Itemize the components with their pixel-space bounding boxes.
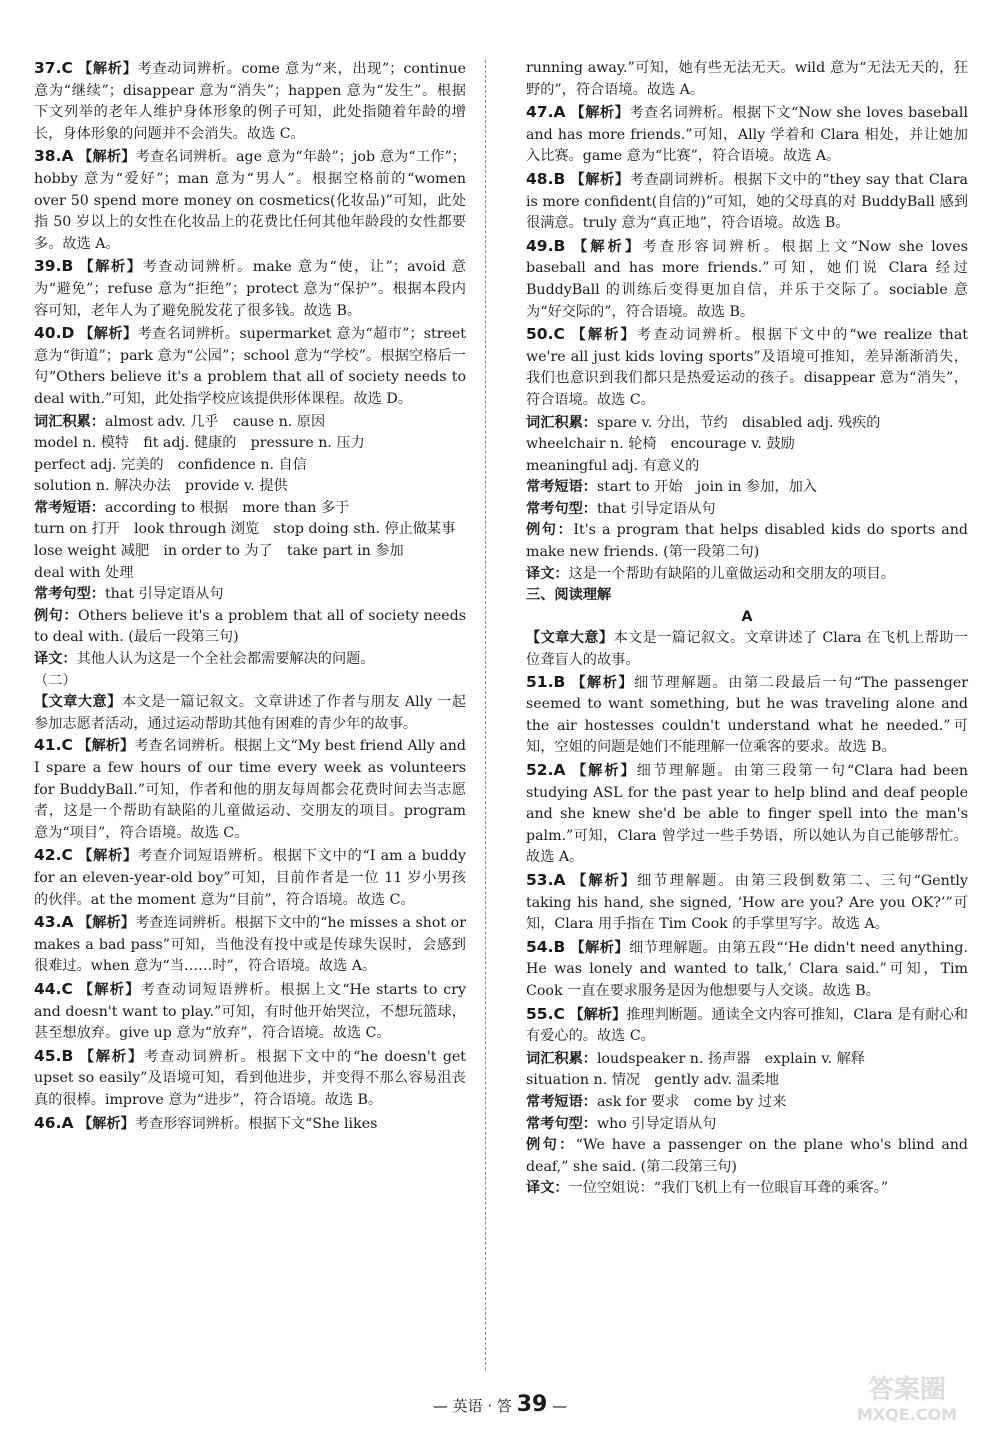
answer-54: 54.B 【解析】细节理解题。由第五段“‘He didn't need anything. He was lonely and wanted to talk,’ Clara said.”可知，Tim Cook 一直在要求服务是因为他想要与人交谈。故选 B。	[526, 937, 968, 999]
vocab-line: situation n. 情况 gently adv. 温柔地	[526, 1072, 780, 1089]
translation: 译文：其他人认为这是一个全社会都需要解决的问题。	[34, 651, 375, 668]
answer-40: 40.D 【解析】考查名词辨析。supermarket 意为“超市”；street 意为“街道”；park 意为“公园”；school 意为“学校”。根据空格后一句“Others believe it's a problem that all of society needs to deal with.”可知，此处指学校应该提供形体课程。故选 D。	[34, 324, 466, 407]
answer-55: 55.C 【解析】推理判断题。通读全文内容可推知，Clara 是有耐心和有爱心的。故选 C。	[526, 1004, 968, 1045]
answer-43: 43.A 【解析】考查连词辨析。根据下文中的“he misses a shot or makes a bad pass”可知，当他没有投中或是传球失误时，会感到很难过。when 意为“当……时”，符合语境。故选 A。	[34, 913, 466, 975]
answer-42: 42.C 【解析】考查介词短语辨析。根据下文中的“I am a buddy for an eleven-year-old boy”可知，目前作者是一位 11 岁小男孩的伙伴。at the moment 意为“目前”，符合语境。故选 C。	[34, 846, 466, 908]
article-summary: 【文章大意】本文是一篇记叙文。文章讲述了作者与朋友 Ally 一起参加志愿者活动，通过运动帮助其他有困难的青少年的故事。	[34, 694, 466, 732]
watermark-logo	[832, 1368, 982, 1426]
answer-39: 39.B 【解析】考查动词辨析。make 意为“使，让”；avoid 意为“避免”；refuse 意为“拒绝”；protect 意为“保护”。根据本段内容可知，老年人为了避免脱发花了很多钱。故选 B。	[34, 257, 466, 319]
phrase-line: lose weight 减肥 in order to 为了 take part in 参加	[34, 543, 404, 560]
vocab-line: solution n. 解决办法 provide v. 提供	[34, 478, 288, 495]
translation: 译文：这是一个帮助有缺陷的儿童做运动和交朋友的项目。	[526, 565, 895, 582]
answer-41: 41.C 【解析】考查名词辨析。根据上文“My best friend Ally and I spare a few hours of our time every week as volunteers for BuddyBall.”可知，作者和他的朋友每周都会花费时间去当志愿者，这是一个帮助有缺陷的儿童做运动、交朋友的项目。program 意为“项目”，符合语境。故选 C。	[34, 736, 466, 841]
watermark-en: MXQE.COM	[856, 1405, 958, 1424]
answer-47: 47.A 【解析】考查名词辨析。根据下文“Now she loves baseball and has more friends.”可知，Ally 学着和 Clara 相处，并让她加入比赛。game 意为“比赛”，符合语境。故选 A。	[526, 103, 968, 165]
footer-dash: —	[552, 1397, 568, 1415]
answer-53: 53.A 【解析】细节理解题。由第三段倒数第二、三句“Gently taking his hand, she signed, ‘How are you? Are you OK?’”可知，Clara 用手指在 Tim Cook 的手掌里写字。故选 A。	[526, 870, 968, 933]
section-heading: 三、阅读理解	[526, 587, 612, 604]
phrase-block: 常考短语：according to 根据 more than 多于	[34, 499, 350, 516]
footer-subject: — 英语 · 答	[432, 1397, 512, 1415]
answer-37: 37.C 【解析】考查动词辨析。come 意为“来，出现”；continue 意为“继续”；disappear 意为“消失”；happen 意为“发生”。根据下文列举的老年人维护身体形象的例子可知，此处指随着年龄的增长，身体形象的问题并不会消失。故选 C。	[34, 59, 467, 142]
answer-46-continued: running away.”可知，她有些无法无天。wild 意为“无法无天的，狂野的”，符合语境。故选 A。	[526, 60, 968, 98]
answer-38: 38.A 【解析】考查名词辨析。age 意为“年龄”；job 意为“工作”；hobby 意为“爱好”；man 意为“男人”。根据空格前的“women over 50 spend more money on cosmetics(化妆品)”可知，此处指 50 岁以上的女性在化妆品上的花费比任何其他年龄段的女性都要多。故选 A。	[34, 147, 466, 252]
answer-49: 49.B 【解析】考查形容词辨析。根据上文“Now she loves baseball and has more friends.”可知，她们说 Clara 经过 BuddyBall 的训练后变得更加自信，并乐于交际了。sociable 意为“好交际的”，符合语境。故选 B。	[526, 236, 968, 320]
article-summary: 【文章大意】本文是一篇记叙文。文章讲述了 Clara 在飞机上帮助一位聋盲人的故事。	[526, 630, 968, 669]
example-sentence: 例句：It's a program that helps disabled kids do sports and make new friends. (第一段第二句)	[526, 522, 968, 561]
watermark-cn: 答案圈	[867, 1375, 947, 1405]
answer-46: 46.A 【解析】考查形容词辨析。根据下文“She likes	[34, 1113, 378, 1132]
answer-52: 52.A 【解析】细节理解题。由第三段第一句“Clara had been studying ASL for the past year to help blind and deaf people and she knew she'd be able to finger spell into the man's palm.”可知，Clara 曾学过一些手势语，所以她认为自己能够帮忙。故选 A。	[526, 761, 968, 866]
pattern-block: 常考句型：who 引导定语从句	[526, 1115, 717, 1132]
vocab-block: 词汇积累：spare v. 分出，节约 disabled adj. 残疾的	[526, 414, 881, 431]
right-column	[526, 58, 968, 1200]
column-divider	[485, 60, 486, 1370]
page-number: 39	[516, 1392, 548, 1417]
answer-51: 51.B 【解析】细节理解题。由第二段最后一句“The passenger seemed to want something, but he was traveling alone and the air hostesses couldn't understand what he needed.”可知，空姐的问题是她们不能理解一位乘客的要求。故选 B。	[526, 672, 969, 756]
translation: 译文：一位空姐说：“我们飞机上有一位眼盲耳聋的乘客。”	[526, 1180, 889, 1197]
vocab-line: model n. 模特 fit adj. 健康的 pressure n. 压力	[34, 435, 365, 452]
pattern-block: 常考句型：that 引导定语从句	[34, 586, 224, 603]
example-sentence: 例句：Others believe it's a problem that all of society needs to deal with. (最后一段第三句)	[34, 607, 466, 646]
example-sentence: 例句：“We have a passenger on the plane who's blind and deaf,” she said. (第二段第三句)	[526, 1137, 968, 1175]
phrase-block: 常考短语：start to 开始 join in 参加，加入	[526, 479, 817, 496]
answer-44: 44.C 【解析】考查动词短语辨析。根据上文“He starts to cry and doesn't want to play.”可知，有时他开始哭泣，不想玩篮球，甚至想放弃。give up 意为“放弃”，符合语境。故选 C。	[34, 979, 466, 1042]
answer-50: 50.C 【解析】考查动词辨析。根据下文中的“we realize that we're all just kids loving sports”及语境可推知，差异渐渐消失，我们也意识到我们都只是热爱运动的孩子。disappear 意为“消失”，符合语境。故选 C。	[526, 325, 968, 408]
part-a-heading: A	[741, 608, 753, 625]
left-column	[34, 58, 466, 1136]
answer-48: 48.B 【解析】考查副词辨析。根据下文中的“they say that Clara is more confident(自信的)”可知，她的父母真的对 BuddyBall 感到很满意。truly 意为“真正地”，符合语境。故选 B。	[526, 169, 968, 232]
phrase-line: turn on 打开 look through 浏览 stop doing sth. 停止做某事	[34, 521, 456, 538]
vocab-line: wheelchair n. 轮椅 encourage v. 鼓励	[526, 436, 795, 453]
vocab-line: perfect adj. 完美的 confidence n. 自信	[34, 456, 307, 473]
phrase-block: 常考短语：ask for 要求 come by 过来	[526, 1093, 787, 1110]
vocab-block: 词汇积累：loudspeaker n. 扬声器 explain v. 解释	[526, 1050, 866, 1067]
answer-45: 45.B 【解析】考查动词辨析。根据下文中的“he doesn't get upset so easily”及语境可知，看到他进步，并变得不那么容易沮丧真的很棒。improve 意为“进步”，符合语境。故选 B。	[34, 1046, 467, 1108]
vocab-block: 词汇积累：almost adv. 几乎 cause n. 原因	[34, 413, 326, 430]
section-heading: （二）	[34, 672, 77, 689]
phrase-line: deal with 处理	[34, 564, 134, 581]
pattern-block: 常考句型：that 引导定语从句	[526, 500, 716, 517]
vocab-line: meaningful adj. 有意义的	[526, 457, 700, 474]
